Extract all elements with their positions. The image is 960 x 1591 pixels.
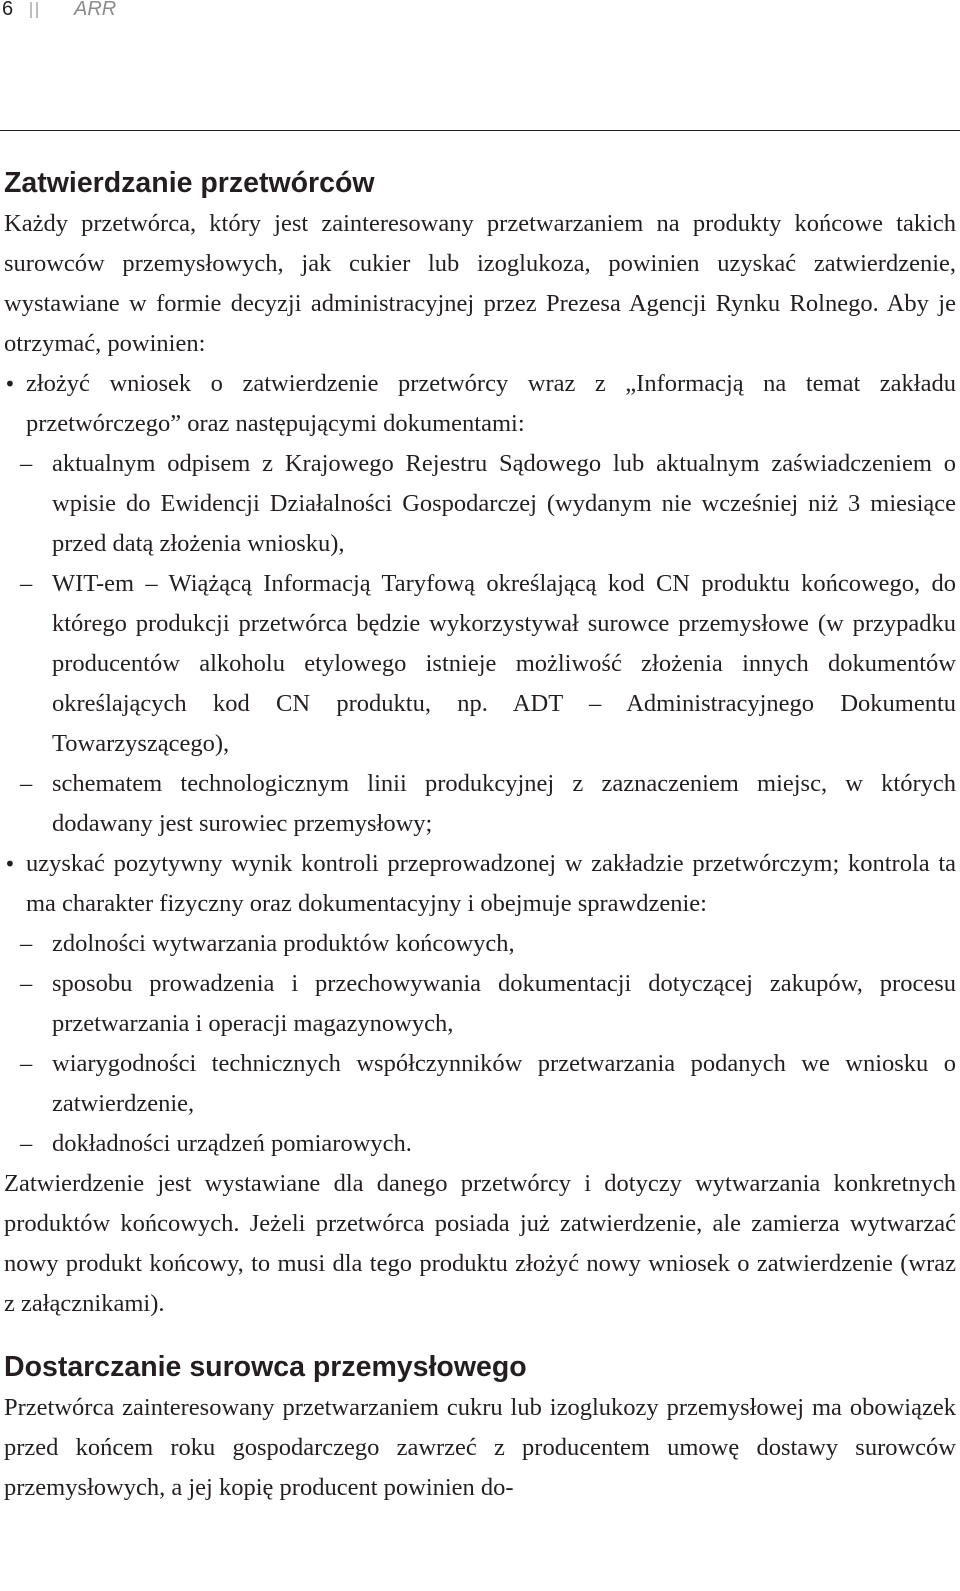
inspection-item: – wiarygodności technicznych współczynników przetwarzania podanych we wniosku o zatwierdzenie, [4, 1044, 956, 1124]
requirement-text: uzyskać pozytywny wynik kontroli przeprowadzonej w zakładzie przetwórczym; kontrola ta ma charakter fizyczny oraz dokumentacyjny i obejmuje sprawdzenie: [26, 850, 956, 917]
page-body [4, 162, 956, 1508]
section-heading-supply: Dostarczanie surowca przemysłowego [4, 1351, 527, 1383]
header-rule [0, 130, 960, 131]
document-item: – aktualnym odpisem z Krajowego Rejestru Sądowego lub aktualnym zaświadczeniem o wpisie do Ewidencji Działalności Gospodarczej (wydanym nie wcześniej niż 3 miesiące przed datą złożenia wniosku), [4, 444, 956, 564]
running-head [0, 0, 960, 24]
inspection-item: – zdolności wytwarzania produktów końcowych, [4, 924, 956, 964]
document-list [4, 444, 956, 844]
document-item: – WIT-em – Wiążącą Informacją Taryfową określającą kod CN produktu końcowego, do którego produkcji przetwórca będzie wykorzystywał surowce przemysłowe (w przypadku producentów alkoholu etylowego istnieje możliwość złożenia innych dokumentów określających kod CN produktu, np. ADT – Administracyjnego Dokumentu Towarzyszącego), [4, 564, 956, 764]
section-intro-paragraph: Przetwórca zainteresowany przetwarzaniem cukru lub izoglukozy przemysłowej ma obowiązek przed końcem roku gospodarczego zawrzeć z producentem umowę dostawy surowców przemysłowych, a jej kopię producent powinien do- [4, 1394, 956, 1501]
document-item: – schematem technologicznym linii produkcyjnej z zaznaczeniem miejsc, w których dodawany jest surowiec przemysłowy; [4, 764, 956, 844]
requirement-text: złożyć wniosek o zatwierdzenie przetwórcy wraz z „Informacją na temat zakładu przetwórczego” oraz następującymi dokumentami: [26, 370, 956, 437]
header-separator [36, 2, 38, 18]
requirement-item [4, 844, 956, 1164]
page-number: 6 [2, 0, 14, 20]
inspection-item: – sposobu prowadzenia i przechowywania dokumentacji dotyczącej zakupów, procesu przetwarzania i operacji magazynowych, [4, 964, 956, 1044]
inspection-item: – dokładności urządzeń pomiarowych. [4, 1124, 956, 1164]
section-heading-approval: Zatwierdzanie przetwórców [4, 167, 375, 199]
requirement-item [4, 364, 956, 844]
publication-abbreviation: ARR [74, 0, 117, 20]
inspection-scope-list [4, 924, 956, 1164]
requirements-list [4, 364, 956, 1164]
section-intro-paragraph: Każdy przetwórca, który jest zainteresowany przetwarzaniem na produkty końcowe takich surowców przemysłowych, jak cukier lub izoglukoza, powinien uzyskać zatwierdzenie, wystawiane w formie decyzji administracyjnej przez Prezesa Agencji Rynku Rolnego. Aby je otrzymać, powinien: [4, 210, 956, 357]
closing-paragraph: Zatwierdzenie jest wystawiane dla danego przetwórcy i dotyczy wytwarzania konkretnych produktów końcowych. Jeżeli przetwórca posiada już zatwierdzenie, ale zamierza wytwarzać nowy produkt końcowy, to musi dla tego produktu złożyć nowy wniosek o zatwierdzenie (wraz z załącznikami). [4, 1170, 956, 1317]
header-separator [30, 2, 32, 18]
